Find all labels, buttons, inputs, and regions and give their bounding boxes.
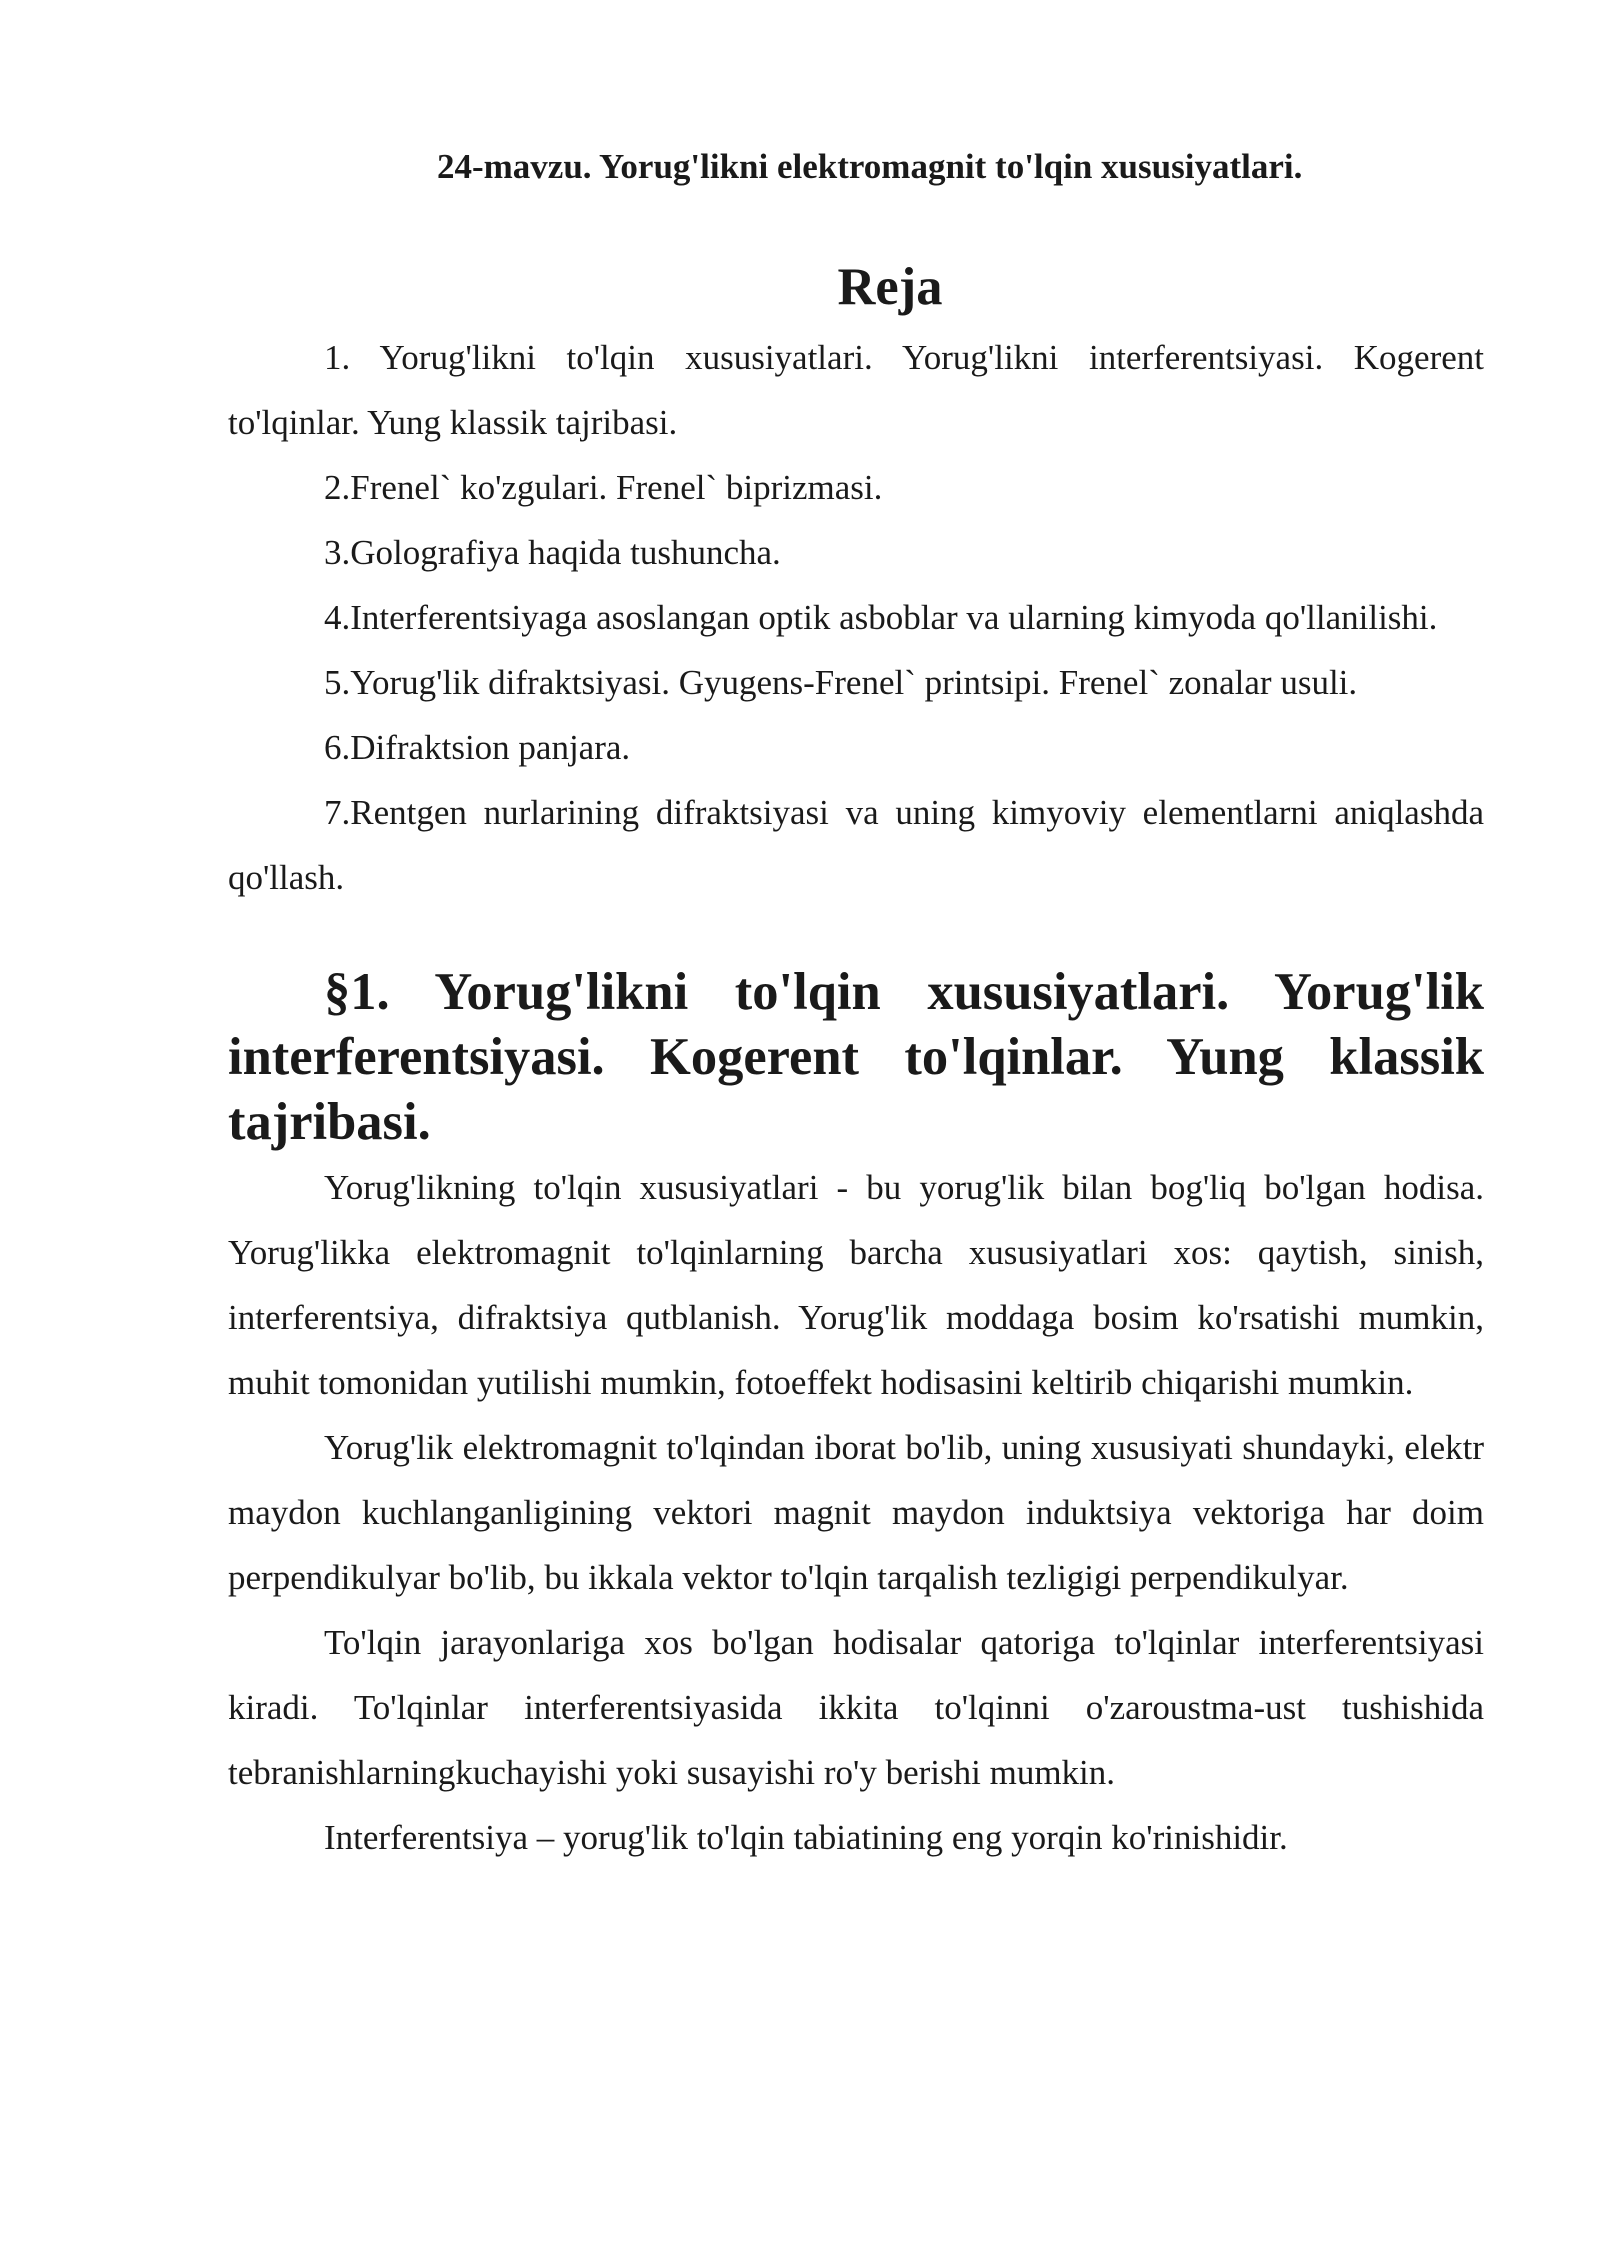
- body-paragraph: To'lqin jarayonlariga xos bo'lgan hodisalar qatoriga to'lqinlar interferentsiyasi kiradi. To'lqinlar interferentsiyasida ikkita to'lqinni o'zaroustma-ust tushishida tebranishlarningkuchayishi yoki susayishi ro'y berishi mumkin.: [228, 1623, 1484, 1792]
- body-paragraph: Interferentsiya – yorug'lik to'lqin tabiatining eng yorqin ko'rinishidir.: [324, 1818, 1288, 1857]
- plan-heading: Reja: [837, 258, 943, 316]
- plan-item: 5.Yorug'lik difraktsiyasi. Gyugens-Frenel` printsipi. Frenel` zonalar usuli.: [324, 663, 1358, 702]
- section-heading: §1. Yorug'likni to'lqin xususiyatlari. Yorug'lik interferentsiyasi. Kogerent to'lqinlar. Yung klassik tajribasi.: [228, 963, 1484, 1151]
- plan-item: 4.Interferentsiyaga asoslangan optik asboblar va ularning kimyoda qo'llanilishi.: [324, 598, 1438, 637]
- section-body: [228, 1155, 1484, 1870]
- plan-item: 1. Yorug'likni to'lqin xususiyatlari. Yorug'likni interferentsiyasi. Kogerent to'lqinlar. Yung klassik tajribasi.: [228, 338, 1484, 442]
- plan-item: 2.Frenel` ko'zgulari. Frenel` biprizmasi.: [324, 468, 883, 507]
- plan-item: 7.Rentgen nurlarining difraktsiyasi va uning kimyoviy elementlarni aniqlashda qo'llash.: [228, 793, 1484, 897]
- body-paragraph: Yorug'lik elektromagnit to'lqindan iborat bo'lib, uning xususiyati shundayki, elektr maydon kuchlanganligining vektori magnit maydon induktsiya vektoriga har doim perpendikulyar bo'lib, bu ikkala vektor to'lqin tarqalish tezligigi perpendikulyar.: [228, 1428, 1484, 1597]
- document-page: [228, 142, 1484, 1870]
- plan-list: [228, 325, 1484, 910]
- body-paragraph: Yorug'likning to'lqin xususiyatlari - bu yorug'lik bilan bog'liq bo'lgan hodisa. Yorug'likka elektromagnit to'lqinlarning barcha xususiyatlari xos: qaytish, sinish, interferentsiya, difraktsiya qutblanish. Yorug'lik moddaga bosim ko'rsatishi mumkin, muhit tomonidan yutilishi mumkin, fotoeffekt hodisasini keltirib chiqarishi mumkin.: [228, 1168, 1484, 1402]
- plan-item: 3.Golografiya haqida tushuncha.: [324, 533, 781, 572]
- plan-item: 6.Difraktsion panjara.: [324, 728, 631, 767]
- document-title: 24-mavzu. Yorug'likni elektromagnit to'lqin xususiyatlari.: [437, 147, 1303, 186]
